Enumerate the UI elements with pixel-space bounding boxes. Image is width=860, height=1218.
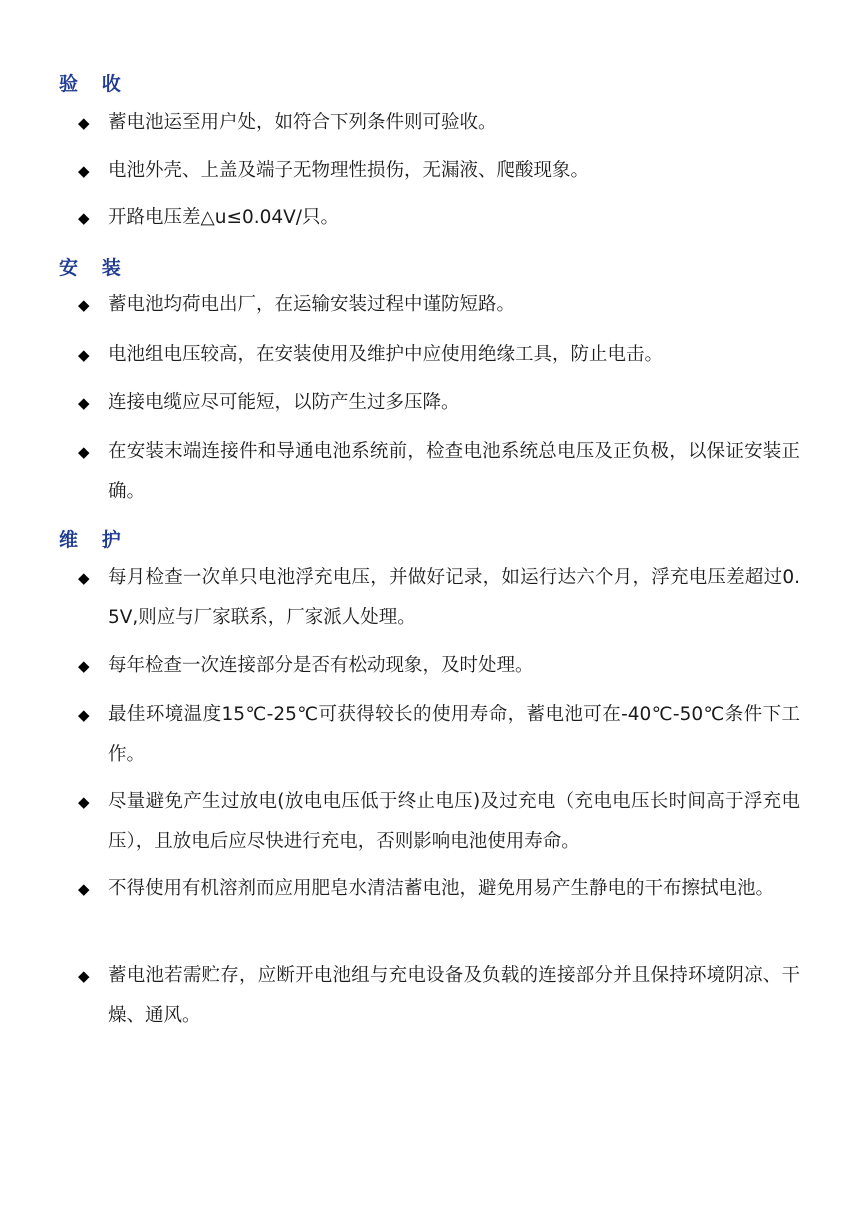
- diamond-bullet-icon: ◆: [78, 346, 90, 364]
- list-item: [78, 335, 800, 375]
- list-item: [78, 151, 800, 191]
- list-item-text: 蓄电池均荷电出厂，在运输安装过程中谨防短路。: [108, 294, 516, 315]
- diamond-bullet-icon: ◆: [78, 569, 90, 587]
- list-item: [78, 558, 800, 638]
- list-item: [78, 956, 800, 1036]
- list-item: [78, 782, 800, 862]
- diamond-bullet-icon: ◆: [78, 209, 90, 227]
- list-item-text: 尽量避免产生过放电(放电电压低于终止电压)及过充电（充电电压长时间高于浮充电压），且放电后应尽快进行充电，否则影响电池使用寿命。: [108, 791, 800, 852]
- list-item-text: 蓄电池运至用户处，如符合下列条件则可验收。: [108, 112, 497, 133]
- list-item-text: 每月检查一次单只电池浮充电压，并做好记录，如运行达六个月，浮充电压差超过0.5V,则应与厂家联系，厂家派人处理。: [108, 567, 800, 628]
- list-item-text: 电池外壳、上盖及端子无物理性损伤，无漏液、爬酸现象。: [108, 160, 590, 181]
- diamond-bullet-icon: ◆: [78, 706, 90, 724]
- list-item: [78, 198, 800, 238]
- list-item: [78, 432, 800, 512]
- diamond-bullet-icon: ◆: [78, 657, 90, 675]
- list-item-text: 每年检查一次连接部分是否有松动现象，及时处理。: [108, 655, 534, 676]
- list-item-text: 不得使用有机溶剂而应用肥皂水清洁蓄电池，避免用易产生静电的干布擦拭电池。: [108, 878, 775, 899]
- list-item: [78, 285, 800, 325]
- diamond-bullet-icon: ◆: [78, 443, 90, 461]
- list-item: [78, 646, 800, 686]
- list-item-text: 电池组电压较高，在安装使用及维护中应使用绝缘工具，防止电击。: [108, 344, 664, 365]
- diamond-bullet-icon: ◆: [78, 880, 90, 898]
- section-heading-acceptance: 验 收: [59, 73, 130, 95]
- section-heading-maintenance: 维 护: [59, 529, 130, 551]
- list-item-text: 开路电压差△u≤0.04V/只。: [108, 207, 340, 228]
- list-item: [78, 695, 800, 775]
- diamond-bullet-icon: ◆: [78, 114, 90, 132]
- diamond-bullet-icon: ◆: [78, 162, 90, 180]
- list-item-text: 在安装末端连接件和导通电池系统前，检查电池系统总电压及正负极，以保证安装正确。: [108, 441, 800, 502]
- list-item-text: 蓄电池若需贮存，应断开电池组与充电设备及负载的连接部分并且保持环境阴凉、干燥、通风。: [108, 965, 800, 1026]
- diamond-bullet-icon: ◆: [78, 394, 90, 412]
- list-item-text: 最佳环境温度15℃-25℃可获得较长的使用寿命，蓄电池可在-40℃-50℃条件下工作。: [108, 704, 800, 765]
- diamond-bullet-icon: ◆: [78, 793, 90, 811]
- list-item: [78, 103, 800, 143]
- diamond-bullet-icon: ◆: [78, 967, 90, 985]
- diamond-bullet-icon: ◆: [78, 296, 90, 314]
- list-item: [78, 383, 800, 423]
- list-item: [78, 869, 800, 909]
- list-item-text: 连接电缆应尽可能短，以防产生过多压降。: [108, 392, 460, 413]
- section-heading-installation: 安 装: [59, 257, 130, 279]
